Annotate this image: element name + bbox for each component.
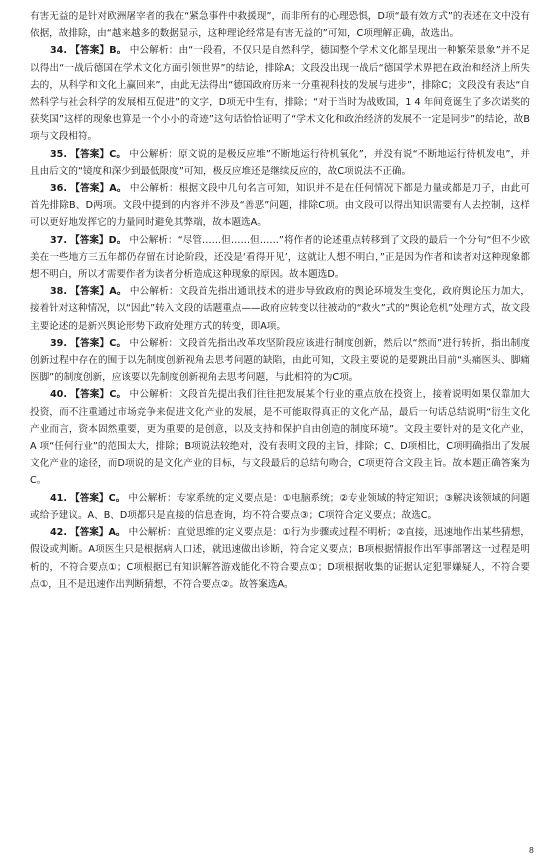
answer-label: 【答案】D。 [70, 234, 127, 246]
question-number: 36. [50, 183, 67, 195]
intro-paragraph: 有害无益的是针对欧洲屠宰者的我在“紧急事件中救援现”，而非所有的心理恐惧，D项“最有效方式”的表述在文中没有依据，故排除，由“越来越多的数据显示，这种理论经常是有害无益的”可知，C项理解正确，故选出。 [30, 11, 530, 40]
explanation-text: 中公解析：文段首先提出我们往往把发展某个行业的重点放在投资上，接着说明如果仅靠加大投资，而不注重通过市场竞争来促进文化产业的发展，是不可能取得真正的文化产品，最后一句话总结说明“衍生文化产业而言，资本固然重要，更为重要的是创意，以及支持和保护自由创造的制度环境”。文段主要针对的是文化产业，A 项“任何行业”的范围太大，排除；B项说法较绝对，没有表明文段的主旨，排除；C、D项相比，C项明确指出了发展文化产业的途径，而D项说的是文化产业的目标，与文段最后的总结句吻合，C项更符合文段主旨。故本题正确答案为C。 [30, 389, 530, 487]
explanation-text: 中公解析：文段首先指出通讯技术的进步导致政府的舆论环境发生变化，政府舆论压力加大，接着针对这种情况，以“因此”转入文段的话题重点——政府应转变以往被动的“救火”式的“舆论危机”处理方式，故文段主要论述的是新兴舆论形势下政府处理方式的转变，即A项。 [30, 286, 531, 332]
answer-item [30, 180, 530, 232]
answer-label: 【答案】A。 [70, 286, 127, 298]
question-number: 39. [50, 337, 67, 349]
explanation-text: 中公解析：原文说的是极反应堆”不断地运行待机氧化”，并没有说“不断地运行待机发电”，并且由后文的“镜度和深少到最低限度”可知，极反应堆还是继续反应的，故C项说法不正确。 [30, 148, 530, 177]
answer-label: 【答案】C。 [70, 492, 126, 504]
explanation-text: 中公解析：根据文段中几句名言可知，知识并不是在任何情况下都是力量或都是刀子，由此可首先排除B、D两项。文段中提到的内容并不涉及“善恶”问题，排除C项。由文段可以得出知识需要有人去控制，这样可以更好地发挥它的力量同时避免其弊端，故本题选A。 [30, 183, 531, 229]
answer-label: 【答案】A。 [70, 183, 127, 195]
answer-item [30, 42, 530, 145]
answer-label: 【答案】A。 [70, 527, 126, 539]
explanation-text: 中公解析：专家系统的定义要点是：①电脑系统；②专业领域的特定知识；③解决该领域的问题或给予建议。A、B、D项都只是直接的信息查询，均不符合要点③；C项符合定义要点；故选C。 [30, 492, 530, 521]
answer-item [30, 146, 530, 180]
answer-item [30, 232, 530, 284]
answer-item [30, 335, 530, 387]
page-number: 8 [528, 846, 534, 855]
question-number: 35. [50, 148, 67, 160]
question-number: 37. [50, 234, 67, 246]
answer-label: 【答案】C。 [70, 389, 127, 401]
question-number: 40. [50, 389, 67, 401]
answer-item [30, 524, 530, 593]
answer-label: 【答案】C。 [70, 148, 127, 160]
question-number: 41. [50, 492, 67, 504]
answer-item [30, 490, 530, 524]
answer-item [30, 386, 530, 489]
answer-items [30, 42, 530, 593]
explanation-text: 中公解析：由“一段看，不仅只是自然科学，德国整个学术文化都呈现出一种繁荣景象”并不足以得出“一战后德国在学术文化方面引领世界”的结论，排除A；文段没出现一战后“德国学术界把在政治和经济上所失去的，从科学和文化上赢回来”，由此无法得出“德国政府历来一分重视科技的发展与进步”，排除C；文段没有表达“自然科学与社会科学的发展相互促进”的文字，D项无中生有，排除；“对于当时为战败国，1 4 年间竟诞生了多次诺奖的获奖国”这样的现象也算是一个小小的奇迹”这句话恰恰证明了“学术文化和政治经济的发展不一定是同步”的结论，故B项与文段相符。 [30, 45, 530, 143]
explanation-text: 中公解析：“尽管……但……但……”将作者的论述重点转移到了文段的最后一个分句“但不少欧美在一些地方三五年都仍存留在讨论阶段，还没是‘看得开见’，这就让人想不明白，”正是因为作者和读者对这种现象都想不明白，所以才需要作者为读者分析造成这种现象的原因。故本题选D。 [30, 234, 530, 281]
question-number: 34. [50, 45, 67, 57]
explanation-text: 中公解析：文段首先指出改革攻坚阶段应该进行制度创新，然后以“然而”进行转折，指出制度创新过程中存在的囿于以先制度创新视角去思考问题的缺陷，由此可知，文段主要说的是要跳出目前“头痛医头、脚痛医脚”的制度创新，应该要以先制度创新视角去思考问题，与此相符的为C项。 [30, 337, 530, 384]
question-number: 42. [50, 527, 67, 539]
answer-label: 【答案】C。 [70, 337, 127, 349]
answer-item [30, 283, 530, 335]
question-number: 38. [50, 286, 67, 298]
answer-label: 【答案】B。 [70, 45, 127, 57]
explanation-text: 中公解析：直觉思维的定义要点是：①行为步骤或过程不明析；②直接，迅速地作出某些猜想，假设或判断。A项医生只是根据病人口述，就迅速做出诊断，符合定义要点；B项根据情报作出军事部署这一过程是明析的，不符合要点①；C项根据已有知识解答游戏能化不符合要点①；D项根据收集的证据认定犯罪嫌疑人，不符合要点①，且不是迅速作出判断猜想，不符合要点②。故答案选A。 [30, 527, 530, 590]
